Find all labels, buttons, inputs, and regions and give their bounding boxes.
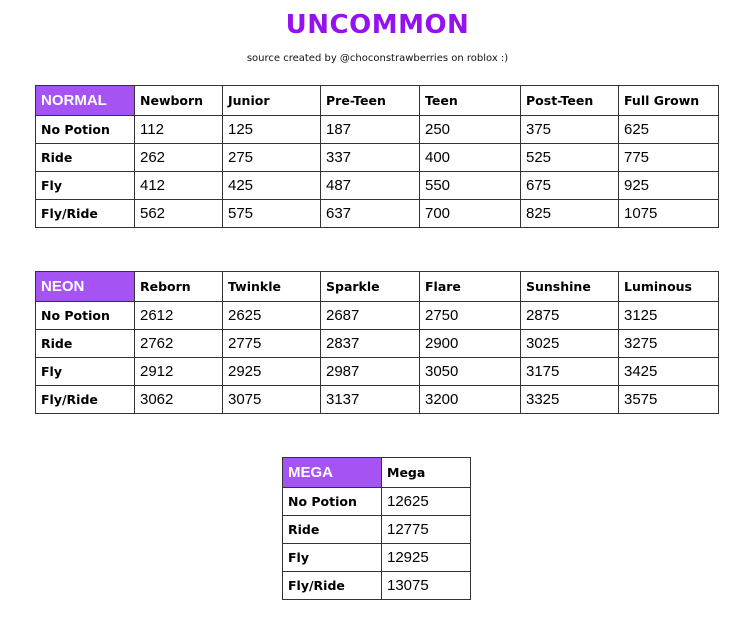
neon-table bbox=[35, 271, 719, 414]
value-cell: 2775 bbox=[223, 330, 321, 358]
table-category-label: NORMAL bbox=[36, 86, 135, 116]
normal-table bbox=[35, 85, 719, 228]
table-row bbox=[36, 172, 719, 200]
column-header: Sparkle bbox=[321, 272, 420, 302]
table-category-label: MEGA bbox=[283, 458, 382, 488]
value-cell: 3325 bbox=[521, 386, 619, 414]
value-cell: 925 bbox=[619, 172, 719, 200]
value-cell: 3175 bbox=[521, 358, 619, 386]
column-header: Flare bbox=[420, 272, 521, 302]
column-header: Teen bbox=[420, 86, 521, 116]
value-cell: 3062 bbox=[135, 386, 223, 414]
value-cell: 3125 bbox=[619, 302, 719, 330]
row-label: Fly/Ride bbox=[36, 386, 135, 414]
value-cell: 12925 bbox=[382, 544, 471, 572]
table-row bbox=[36, 302, 719, 330]
value-cell: 2750 bbox=[420, 302, 521, 330]
column-header: Mega bbox=[382, 458, 471, 488]
row-label: No Potion bbox=[36, 116, 135, 144]
column-header: Post-Teen bbox=[521, 86, 619, 116]
table-row bbox=[283, 516, 471, 544]
value-cell: 2762 bbox=[135, 330, 223, 358]
table-row bbox=[36, 116, 719, 144]
table-row bbox=[36, 200, 719, 228]
table-row bbox=[283, 544, 471, 572]
value-cell: 3075 bbox=[223, 386, 321, 414]
column-header: Sunshine bbox=[521, 272, 619, 302]
column-header: Pre-Teen bbox=[321, 86, 420, 116]
table-row bbox=[36, 330, 719, 358]
header-row bbox=[36, 86, 719, 116]
value-cell: 525 bbox=[521, 144, 619, 172]
column-header: Luminous bbox=[619, 272, 719, 302]
page-title: UNCOMMON bbox=[285, 10, 470, 40]
value-cell: 825 bbox=[521, 200, 619, 228]
value-cell: 412 bbox=[135, 172, 223, 200]
value-cell: 3137 bbox=[321, 386, 420, 414]
source-credit: source created by @choconstrawberries on roblox :) bbox=[246, 53, 509, 64]
value-cell: 3050 bbox=[420, 358, 521, 386]
value-cell: 3025 bbox=[521, 330, 619, 358]
row-label: Ride bbox=[36, 330, 135, 358]
value-cell: 250 bbox=[420, 116, 521, 144]
value-cell: 2987 bbox=[321, 358, 420, 386]
table-row bbox=[36, 386, 719, 414]
value-cell: 3425 bbox=[619, 358, 719, 386]
value-cell: 625 bbox=[619, 116, 719, 144]
value-cell: 2875 bbox=[521, 302, 619, 330]
value-cell: 575 bbox=[223, 200, 321, 228]
row-label: Ride bbox=[283, 516, 382, 544]
value-cell: 125 bbox=[223, 116, 321, 144]
value-cell: 562 bbox=[135, 200, 223, 228]
column-header: Full Grown bbox=[619, 86, 719, 116]
row-label: Fly bbox=[283, 544, 382, 572]
column-header: Junior bbox=[223, 86, 321, 116]
value-cell: 2625 bbox=[223, 302, 321, 330]
value-cell: 3200 bbox=[420, 386, 521, 414]
value-cell: 2612 bbox=[135, 302, 223, 330]
value-cell: 775 bbox=[619, 144, 719, 172]
value-cell: 375 bbox=[521, 116, 619, 144]
table-row bbox=[36, 358, 719, 386]
value-cell: 337 bbox=[321, 144, 420, 172]
value-cell: 700 bbox=[420, 200, 521, 228]
value-cell: 637 bbox=[321, 200, 420, 228]
row-label: Fly/Ride bbox=[283, 572, 382, 600]
value-cell: 187 bbox=[321, 116, 420, 144]
row-label: Fly bbox=[36, 358, 135, 386]
column-header: Reborn bbox=[135, 272, 223, 302]
value-cell: 2687 bbox=[321, 302, 420, 330]
header-row bbox=[283, 458, 471, 488]
mega-table bbox=[282, 457, 471, 600]
value-cell: 2837 bbox=[321, 330, 420, 358]
column-header: Twinkle bbox=[223, 272, 321, 302]
row-label: No Potion bbox=[283, 488, 382, 516]
table-row bbox=[283, 488, 471, 516]
value-cell: 1075 bbox=[619, 200, 719, 228]
value-cell: 12775 bbox=[382, 516, 471, 544]
row-label: Fly/Ride bbox=[36, 200, 135, 228]
value-cell: 112 bbox=[135, 116, 223, 144]
value-cell: 550 bbox=[420, 172, 521, 200]
value-cell: 12625 bbox=[382, 488, 471, 516]
row-label: Ride bbox=[36, 144, 135, 172]
value-cell: 2900 bbox=[420, 330, 521, 358]
value-cell: 2912 bbox=[135, 358, 223, 386]
value-cell: 262 bbox=[135, 144, 223, 172]
value-cell: 425 bbox=[223, 172, 321, 200]
row-label: No Potion bbox=[36, 302, 135, 330]
value-cell: 2925 bbox=[223, 358, 321, 386]
header-row bbox=[36, 272, 719, 302]
table-row bbox=[36, 144, 719, 172]
value-cell: 487 bbox=[321, 172, 420, 200]
column-header: Newborn bbox=[135, 86, 223, 116]
table-category-label: NEON bbox=[36, 272, 135, 302]
value-cell: 675 bbox=[521, 172, 619, 200]
row-label: Fly bbox=[36, 172, 135, 200]
value-cell: 13075 bbox=[382, 572, 471, 600]
value-cell: 400 bbox=[420, 144, 521, 172]
value-cell: 3275 bbox=[619, 330, 719, 358]
table-row bbox=[283, 572, 471, 600]
value-cell: 3575 bbox=[619, 386, 719, 414]
value-cell: 275 bbox=[223, 144, 321, 172]
